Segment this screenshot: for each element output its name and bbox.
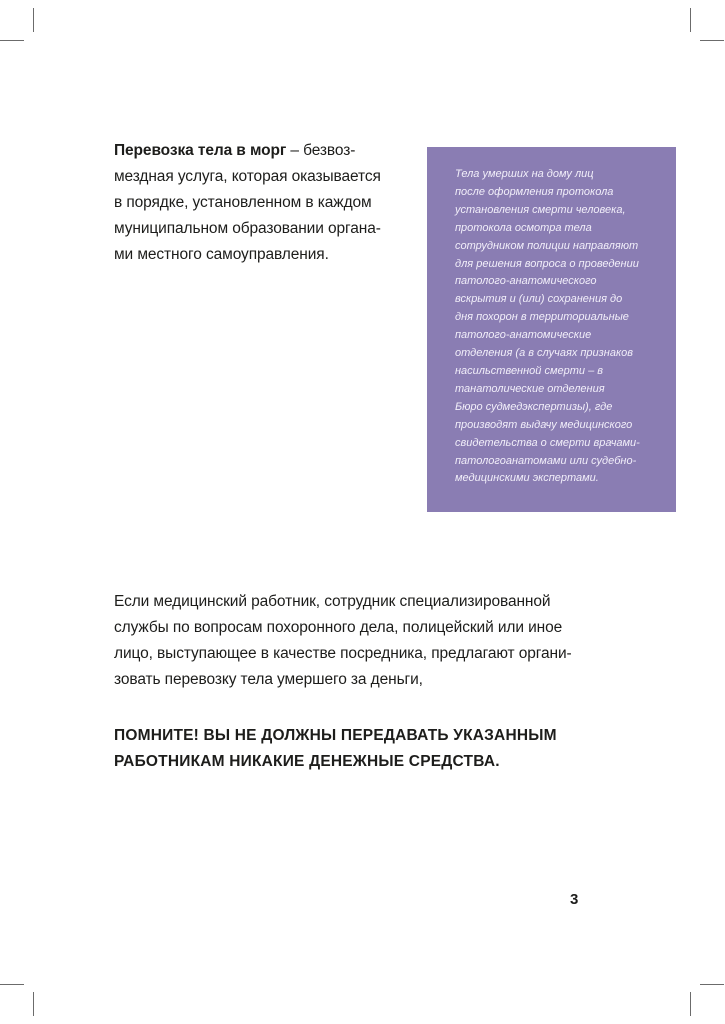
intro-line: в порядке, установленном в каждом: [114, 194, 372, 211]
remember-line: ПОМНИТЕ! ВЫ НЕ ДОЛЖНЫ ПЕРЕДАВАТЬ УКАЗАННЫМ: [114, 727, 557, 744]
warning-line: службы по вопросам похоронного дела, полицейский или иное: [114, 619, 563, 636]
warning-line: лицо, выступающее в качестве посредника, предлагают органи-: [114, 645, 572, 662]
sidebox-line: установления смерти человека,: [455, 203, 626, 216]
warning-line: Если медицинский работник, сотрудник специализированной: [114, 593, 551, 610]
intro-line: мездная услуга, которая оказывается: [114, 168, 381, 185]
intro-bold-term: Перевозка тела в морг: [114, 142, 287, 159]
crop-mark-top-left-h: [0, 40, 24, 41]
warning-paragraph: [114, 589, 594, 693]
crop-mark-bottom-left-h: [0, 984, 24, 985]
remember-notice: [114, 723, 594, 775]
sidebox-line: Тела умерших на дому лиц: [455, 168, 594, 180]
sidebox-line: после оформления протокола: [455, 185, 614, 198]
sidebox-line: танатолические отделения: [455, 382, 605, 395]
sidebox-line: патологоанатомами или судебно-: [455, 454, 637, 467]
crop-mark-top-left: [33, 8, 34, 32]
crop-mark-bottom-right-h: [700, 984, 724, 985]
sidebox-line: для решения вопроса о проведении: [455, 257, 639, 270]
info-sidebox: [427, 147, 676, 512]
sidebox-line: сотрудником полиции направляют: [455, 239, 639, 252]
warning-line: зовать перевозку тела умершего за деньги,: [114, 671, 423, 688]
sidebox-line: вскрытия и (или) сохранения до: [455, 293, 623, 306]
intro-line: ми местного самоуправления.: [114, 246, 329, 263]
crop-mark-top-right-h: [700, 40, 724, 41]
intro-line: муниципальном образовании органа-: [114, 220, 381, 237]
intro-paragraph: [114, 138, 404, 268]
page-number: 3: [570, 891, 579, 908]
sidebox-line: дня похорон в территориальные: [455, 311, 629, 324]
crop-mark-bottom-right: [690, 992, 691, 1016]
sidebox-line: патолого-анатомического: [455, 275, 597, 288]
remember-line: РАБОТНИКАМ НИКАКИЕ ДЕНЕЖНЫЕ СРЕДСТВА.: [114, 753, 500, 770]
intro-line-1-rest: – безвоз-: [286, 142, 356, 159]
sidebox-line: медицинскими экспертами.: [455, 472, 599, 485]
sidebox-line: свидетельства о смерти врачами-: [455, 436, 640, 449]
crop-mark-bottom-left: [33, 992, 34, 1016]
intro-line: [114, 138, 404, 164]
sidebox-line: Бюро судмедэкспертизы), где: [455, 400, 613, 413]
sidebox-line: производят выдачу медицинского: [455, 418, 633, 431]
sidebox-line: протокола осмотра тела: [455, 221, 592, 234]
sidebox-line: насильственной смерти – в: [455, 364, 603, 377]
crop-mark-top-right: [690, 8, 691, 32]
sidebox-line: отделения (а в случаях признаков: [455, 347, 633, 360]
sidebox-line: патолого-анатомические: [455, 329, 592, 342]
